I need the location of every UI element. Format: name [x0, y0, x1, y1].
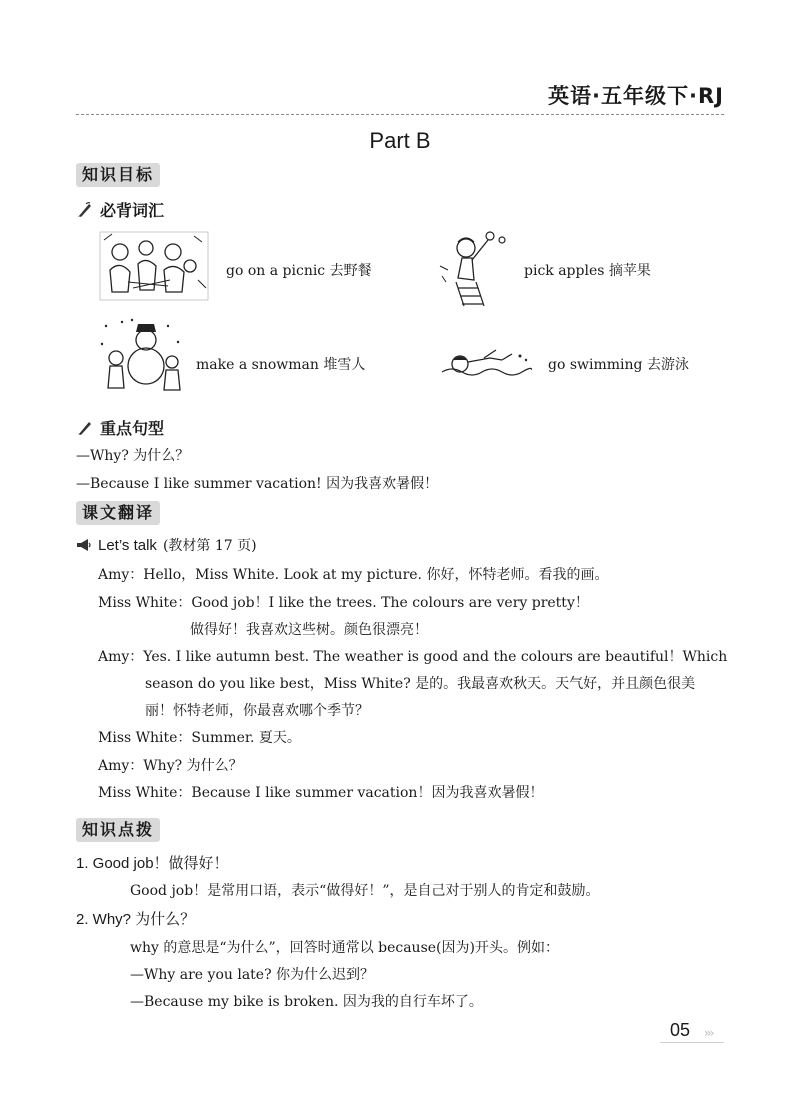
pen-icon	[76, 419, 94, 437]
dialogue-line: Miss White：Summer. 夏天。	[98, 730, 301, 746]
dialogue-line: Amy：Yes. I like autumn best. The weather is good and the colours are beautiful！Which	[98, 649, 728, 665]
dialogue-line: Miss White：Good job！I like the trees. The colours are very pretty！	[98, 595, 589, 611]
sentence-heading-text: 重点句型	[100, 419, 165, 438]
dialogue-line: Amy：Why? 为什么？	[98, 758, 243, 774]
footer-divider	[660, 1042, 724, 1043]
dialogue-line: season do you like best，Miss White? 是的。我最喜欢秋天。天气好，并且颜色很美	[145, 676, 696, 692]
dialogue-line: Miss White：Because I like summer vacation！因为我喜欢暑假！	[98, 785, 544, 801]
picnic-illustration	[98, 230, 210, 302]
section-label-translation: 课文翻译	[76, 501, 160, 525]
dialogue-line: Amy：Hello，Miss White. Look at my picture. 你好，怀特老师。看我的画。	[98, 567, 609, 583]
chevrons-icon: ›››	[704, 1026, 713, 1040]
vocab-item-picnic: go on a picnic 去野餐	[226, 263, 372, 279]
talk-ref: (教材第 17 页)	[162, 538, 257, 554]
megaphone-icon	[76, 538, 92, 552]
point-title: 2. Why? 为什么？	[76, 911, 196, 928]
key-sentence: —Why? 为什么？	[76, 448, 190, 464]
talk-title: Let’s talk	[98, 536, 157, 554]
vocab-heading	[76, 198, 164, 221]
snowman-illustration	[98, 318, 182, 394]
point-line: —Because my bike is broken. 因为我的自行车坏了。	[130, 994, 483, 1010]
vocab-item-swimming: go swimming 去游泳	[548, 357, 689, 373]
vocab-item-pick-apples: pick apples 摘苹果	[524, 263, 651, 279]
vocab-heading-text: 必背词汇	[100, 201, 165, 220]
swimming-illustration	[440, 346, 532, 380]
point-line: why 的意思是“为什么”，回答时通常以 because(因为)开头。例如：	[130, 940, 559, 956]
talk-heading	[76, 535, 257, 555]
point-title: 1. Good job！做得好！	[76, 855, 229, 872]
point-line: Good job！是常用口语，表示“做得好！”，是自己对于别人的肯定和鼓励。	[130, 883, 600, 899]
pen-icon	[76, 201, 94, 219]
section-label-goals: 知识目标	[76, 163, 160, 187]
part-title: Part B	[369, 128, 431, 153]
point-line: —Why are you late? 你为什么迟到？	[130, 967, 375, 983]
section-label-points: 知识点拨	[76, 818, 160, 842]
book-title: 英语·五年级下·RJ	[548, 84, 724, 108]
sentence-heading	[76, 416, 164, 439]
key-sentence: —Because I like summer vacation! 因为我喜欢暑假！	[76, 476, 439, 492]
dialogue-line: 丽！怀特老师，你最喜欢哪个季节？	[145, 703, 369, 719]
apple-picking-illustration	[436, 226, 512, 308]
vocab-item-snowman: make a snowman 堆雪人	[196, 357, 366, 373]
dialogue-line: 做得好！我喜欢这些树。颜色很漂亮！	[190, 622, 428, 638]
page-number: 05	[670, 1020, 691, 1040]
header-divider	[76, 114, 724, 115]
